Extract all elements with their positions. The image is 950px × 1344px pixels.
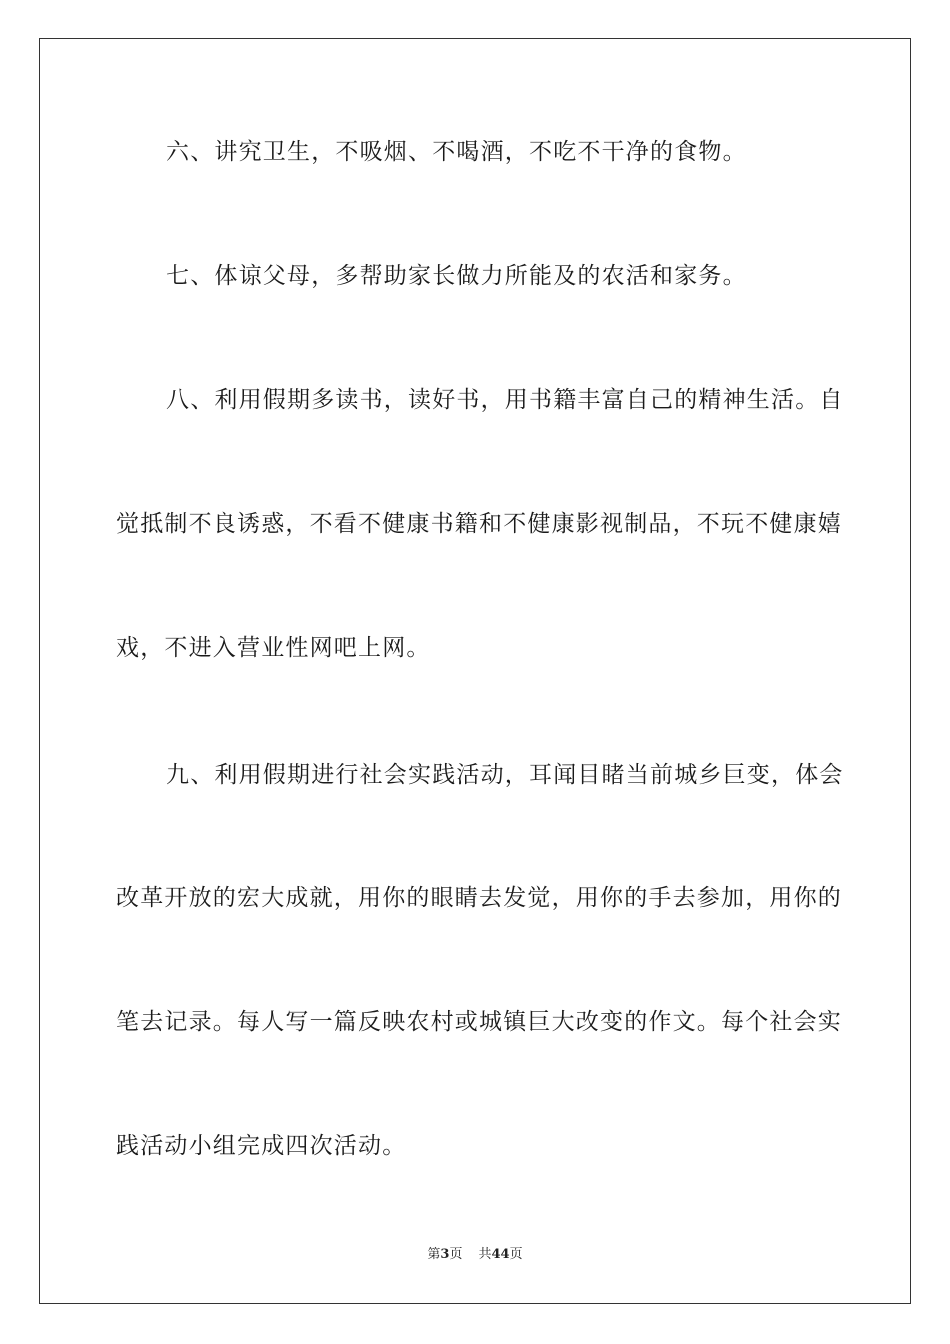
paragraph-8-line-1: 八、利用假期多读书，读好书，用书籍丰富自己的精神生活。自 <box>166 387 844 413</box>
paragraph-9-line-4: 践活动小组完成四次活动。 <box>116 1133 407 1159</box>
total-suffix: 页 <box>509 1247 523 1262</box>
paragraph-9-line-2: 改革开放的宏大成就，用你的眼睛去发觉，用你的手去参加，用你的 <box>116 885 842 911</box>
paragraph-7-line-1: 七、体谅父母，多帮助家长做力所能及的农活和家务。 <box>166 263 747 289</box>
total-pages: 44 <box>491 1247 510 1262</box>
paragraph-8-line-3: 戏，不进入营业性网吧上网。 <box>116 635 431 661</box>
paragraph-6-line-1: 六、讲究卫生，不吸烟、不喝酒，不吃不干净的食物。 <box>166 139 747 165</box>
page-border <box>39 38 911 1304</box>
total-prefix: 共 <box>478 1247 492 1262</box>
paragraph-9-line-3: 笔去记录。每人写一篇反映农村或城镇巨大改变的作文。每个社会实 <box>116 1009 842 1035</box>
page-number: 3 <box>440 1247 450 1262</box>
page-suffix: 页 <box>449 1247 463 1262</box>
page-footer <box>0 1246 950 1264</box>
paragraph-8-line-2: 觉抵制不良诱惑，不看不健康书籍和不健康影视制品，不玩不健康嬉 <box>116 511 842 537</box>
page-prefix: 第 <box>427 1247 441 1262</box>
paragraph-9-line-1: 九、利用假期进行社会实践活动，耳闻目睹当前城乡巨变，体会 <box>166 762 844 788</box>
